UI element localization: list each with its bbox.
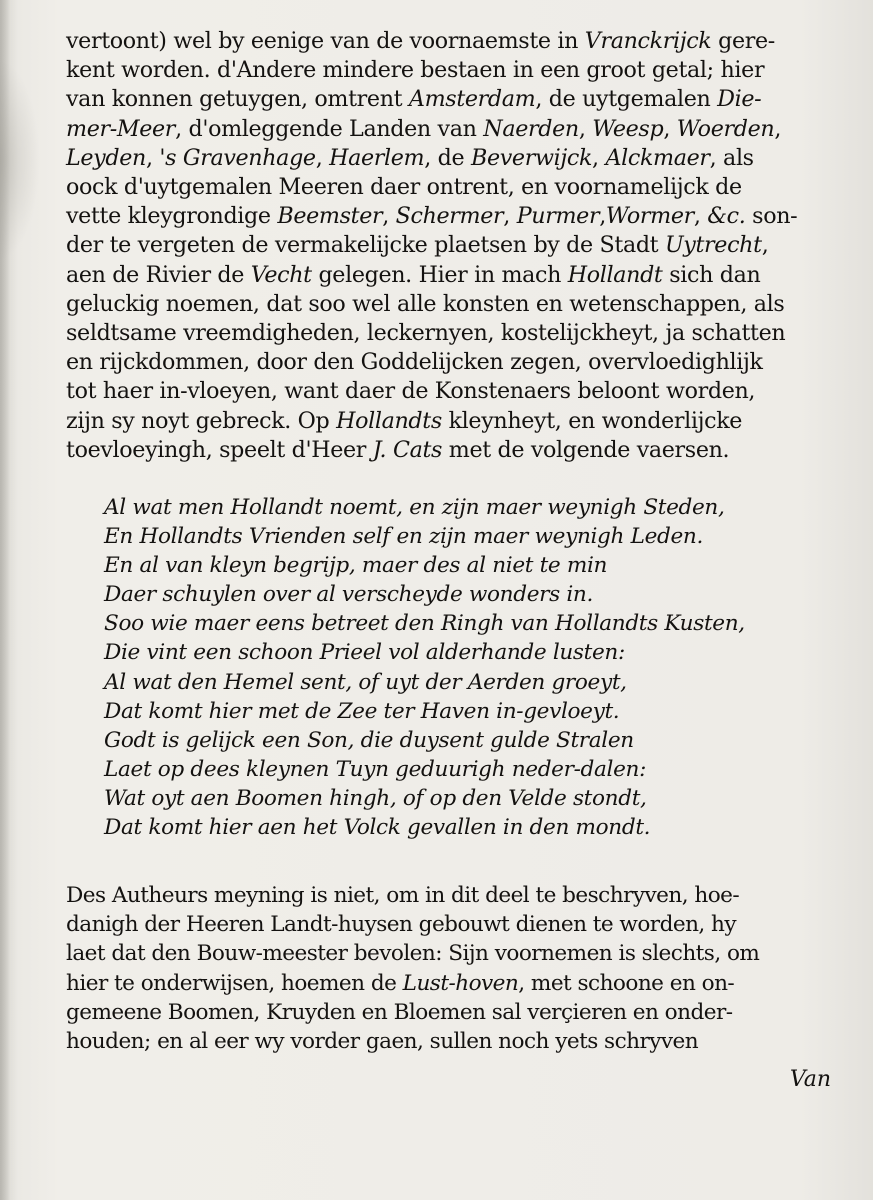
text-run: , (315, 144, 330, 171)
paragraph-1 (66, 27, 832, 465)
italic-name: Schermer (395, 203, 504, 230)
text-run: van konnen getuygen, omtrent (66, 86, 409, 113)
text-line (66, 115, 832, 144)
poem-line: Al wat men Hollandt noemt, en zijn maer weynigh Steden, (104, 495, 725, 520)
text-run: aen de Rivier de (66, 261, 251, 288)
poem-line: Dat komt hier aen het Volck gevallen in den mondt. (104, 815, 651, 841)
catchword: Van (789, 1067, 831, 1092)
italic-name: Purmer (516, 203, 600, 230)
text-run: seldtsame vreemdigheden, leckernyen, kostelijckheyt, ja schatten (66, 320, 786, 347)
italic-name: J. Cats (372, 436, 443, 463)
poem-line: Dat komt hier met de Zee ter Haven in-gevloeyt. (104, 698, 620, 724)
italic-name: Wormer (605, 203, 694, 230)
text-run: tot haer in-vloeyen, want daer de Konstenaers beloont worden, (66, 378, 756, 405)
text-run: sich dan (662, 261, 761, 288)
text-run: , (761, 232, 769, 259)
text-line (66, 436, 832, 465)
text-run: , (382, 203, 396, 230)
text-run: , (663, 115, 677, 142)
text-run: kent worden. d'Andere mindere bestaen in een groot getal; hier (66, 57, 765, 84)
text-run: , (145, 144, 160, 171)
text-line (66, 56, 832, 85)
text-line (66, 290, 832, 319)
italic-name: Weesp (592, 115, 664, 142)
italic-name: Hollandts (336, 407, 442, 434)
text-run: , (592, 144, 606, 171)
italic-name: Naerden (483, 115, 579, 142)
poem-line: Al wat den Hemel sent, of uyt der Aerden groeyt, (104, 669, 627, 695)
italic-name: Uytrecht (664, 232, 762, 259)
text-run: zijn sy noyt gebreck. Op (66, 407, 337, 434)
italic-name: Beverwijck (471, 144, 593, 171)
italic-name: Vecht (250, 261, 312, 288)
text-run: danigh der Heeren Landt-huysen gebouwt dienen te worden, hy (66, 912, 737, 938)
text-run: oock d'uytgemalen Meeren daer ontrent, en voornamelijck de (66, 174, 742, 201)
poem-verse (104, 493, 824, 842)
italic-name: Lust-hoven (402, 970, 519, 996)
text-run: kleynheyt, en wonderlijcke (441, 407, 743, 434)
italic-name: Woerden (676, 115, 775, 142)
italic-name: mer-Meer (66, 115, 176, 142)
text-run: met de volgende vaersen. (442, 436, 730, 463)
italic-name: Leyden (66, 144, 146, 171)
text-run: , (503, 203, 517, 230)
text-line (66, 1027, 832, 1056)
text-run: , de (424, 144, 471, 171)
italic-name: Alckmaer (605, 144, 710, 171)
poem-line: En al van kleyn begrijp, maer des al niet te min (104, 553, 608, 579)
text-line (66, 998, 832, 1027)
paragraph-2 (66, 881, 832, 1056)
text-line (66, 144, 832, 173)
text-run: gelegen. Hier in mach (311, 261, 568, 288)
text-run: geluckig noemen, dat soo wel alle konsten en wetenschappen, als (66, 290, 785, 317)
poem-line: En Hollandts Vrienden self en zijn maer weynigh Leden. (104, 524, 703, 550)
text-line (66, 319, 832, 348)
text-run: toevloeyingh, speelt d'Heer (66, 436, 373, 463)
text-run: Des Autheurs meyning is niet, om in dit deel te beschryven, hoe- (66, 883, 740, 908)
text-run: , met schoone en on- (518, 970, 735, 996)
text-run: , (693, 203, 708, 230)
italic-name: Amsterdam (408, 86, 536, 113)
poem-line: Die vint een schoon Prieel vol alderhande lusten: (104, 640, 625, 666)
text-run: en rijckdommen, door den Goddelijcken zegen, overvloedighlijk (66, 349, 763, 376)
poem-line: Laet op dees kleynen Tuyn geduurigh neder-dalen: (104, 756, 646, 782)
text-run: laet dat den Bouw-meester bevolen: Sijn voornemen is slechts, om (66, 941, 760, 967)
poem-line: Soo wie maer eens betreet den Ringh van Hollandts Kusten, (104, 611, 745, 637)
text-run: gemeene Boomen, Kruyden en Bloemen sal verçieren en onder- (66, 999, 733, 1025)
text-run: hier te onderwijsen, hoemen de (66, 970, 403, 996)
text-run: houden; en al eer wy vorder gaen, sullen noch yets schryven (66, 1029, 699, 1055)
poem-line: Godt is gelijck een Son, die duysent gulde Stralen (104, 727, 634, 753)
text-line (66, 969, 832, 998)
text-run: , (578, 115, 593, 142)
text-line (66, 881, 832, 910)
text-line (66, 85, 832, 114)
text-line (66, 407, 832, 436)
page-edge-shadow (0, 60, 40, 260)
italic-name: Hollandt (567, 261, 663, 288)
italic-name: Haerlem (329, 144, 425, 171)
text-run: der te vergeten de vermakelijcke plaetsen by de Stadt (66, 232, 665, 259)
text-line (66, 939, 832, 968)
italic-name: &c. (707, 203, 746, 230)
text-line (66, 261, 832, 290)
text-run: , de uytgemalen (535, 86, 718, 113)
italic-name: Die- (717, 86, 762, 113)
italic-name: Beemster (277, 203, 383, 230)
text-run: son- (745, 203, 798, 230)
text-run: vette kleygrondige (66, 203, 278, 230)
poem-line: Daer schuylen over al verscheyde wonders in. (104, 582, 593, 608)
text-run: , d'omleggende Landen van (175, 115, 484, 142)
text-run: gere- (711, 28, 775, 54)
poem-line: Wat oyt aen Boomen hingh, of op den Velde stondt, (104, 785, 647, 811)
text-line (66, 231, 832, 260)
text-run: , als (709, 144, 754, 171)
text-line (66, 377, 832, 406)
text-line (66, 27, 832, 56)
italic-name: 's Gravenhage (159, 144, 316, 171)
text-line (66, 910, 832, 939)
text-line (66, 173, 832, 202)
text-run: vertoont) wel by eenige van de voornaemste in (66, 28, 585, 54)
text-line (66, 202, 832, 231)
text-run: , (599, 203, 606, 230)
text-line (66, 348, 832, 377)
italic-name: Vranckrijck (584, 28, 712, 54)
text-run: , (774, 115, 782, 142)
